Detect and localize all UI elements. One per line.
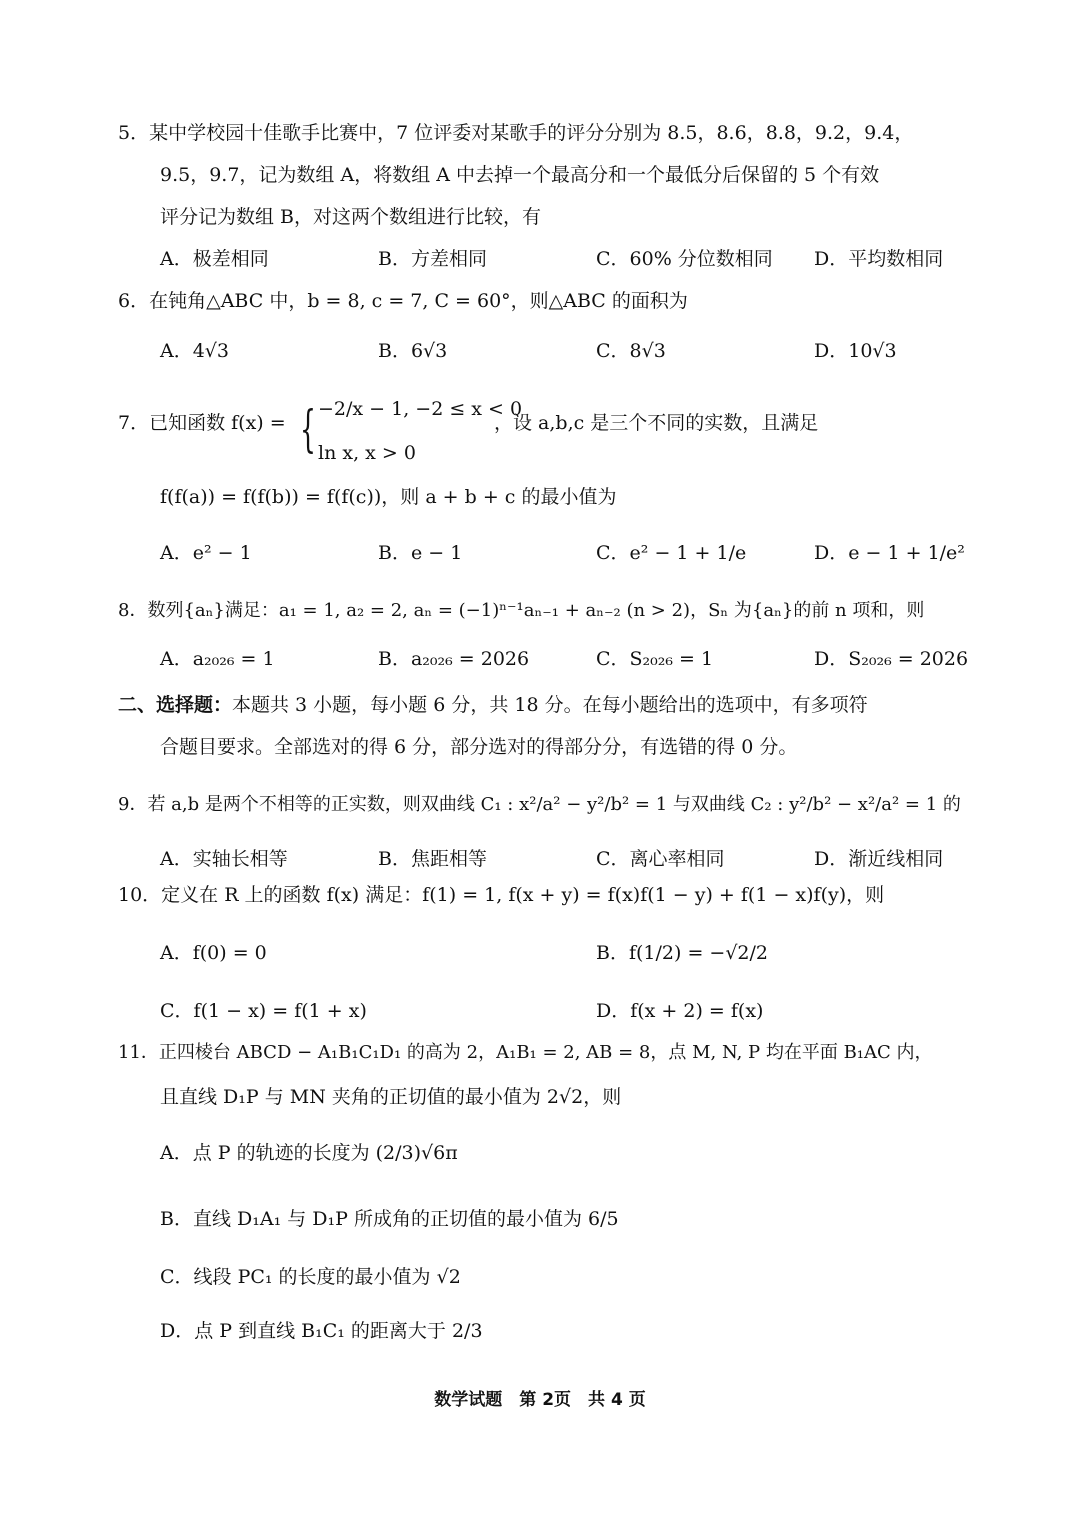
q7-option-c: C．e² − 1 + 1/e: [596, 542, 747, 564]
q9-option-c: C．离心率相同: [596, 848, 725, 870]
q11-line1: 11．正四棱台 ABCD − A₁B₁C₁D₁ 的高为 2，A₁B₁ = 2, AB = 8，点 M, N, P 均在平面 B₁AC 内，: [118, 1042, 933, 1063]
q11-line2: 且直线 D₁P 与 MN 夹角的正切值的最小值为 2√2，则: [160, 1086, 622, 1108]
q8-option-d: D．S₂₀₂₆ = 2026: [814, 648, 969, 670]
q10-option-a: A．f(0) = 0: [160, 942, 267, 964]
q9-option-b: B．焦距相等: [378, 848, 487, 870]
section2-line2: 合题目要求。全部选对的得 6 分，部分选对的得部分分，有选错的得 0 分。: [160, 736, 798, 758]
q8-option-b: B．a₂₀₂₆ = 2026: [378, 648, 530, 670]
q7-line2: f(f(a)) = f(f(b)) = f(f(c))，则 a + b + c 的最小值为: [160, 486, 617, 508]
q5-line1: 5．某中学校园十佳歌手比赛中，7 位评委对某歌手的评分分别为 8.5，8.6，8.8，9.2，9.4，: [118, 122, 914, 144]
q7-option-a: A．e² − 1: [160, 542, 252, 564]
section2-text1: 本题共 3 小题，每小题 6 分，共 18 分。在每小题给出的选项中，有多项符: [232, 694, 868, 716]
q7-stem-pre: 7．已知函数 f(x) =: [118, 412, 286, 434]
q10-stem: 10．定义在 R 上的函数 f(x) 满足：f(1) = 1, f(x + y) = f(x)f(1 − y) + f(1 − x)f(y)，则: [118, 884, 885, 906]
q6-stem: 6．在钝角△ABC 中，b = 8, c = 7, C = 60°，则△ABC 的面积为: [118, 290, 688, 312]
q9-option-a: A．实轴长相等: [160, 848, 288, 870]
q9-option-d: D．渐近线相同: [814, 848, 944, 870]
q5-line3: 评分记为数组 B，对这两个数组进行比较，有: [160, 206, 542, 228]
q7-option-d: D．e − 1 + 1/e²: [814, 542, 965, 564]
q7-case2: ln x, x > 0: [318, 442, 416, 464]
section2-line1: [118, 692, 868, 718]
q7-stem-post: ，设 a,b,c 是三个不同的实数，且满足: [494, 412, 819, 434]
q11-option-d: D．点 P 到直线 B₁C₁ 的距离大于 2/3: [160, 1320, 483, 1342]
section2-title: 二、选择题：: [118, 694, 233, 716]
q6-option-a: A．4√3: [160, 340, 230, 362]
q7-brace: {: [300, 400, 316, 458]
q5-option-b: B．方差相同: [378, 248, 487, 270]
q7-option-b: B．e − 1: [378, 542, 463, 564]
q8-option-c: C．S₂₀₂₆ = 1: [596, 648, 714, 670]
q8-stem: 8．数列{aₙ}满足：a₁ = 1, a₂ = 2, aₙ = (−1)ⁿ⁻¹aₙ₋₁ + aₙ₋₂ (n > 2)，Sₙ 为{aₙ}的前 n 项和，则: [118, 600, 925, 621]
q10-option-b: B．f(1/2) = −√2/2: [596, 942, 769, 964]
q10-option-d: D．f(x + 2) = f(x): [596, 1000, 764, 1022]
q11-option-c: C．线段 PC₁ 的长度的最小值为 √2: [160, 1266, 461, 1288]
q5-option-c: C．60% 分位数相同: [596, 248, 773, 270]
q6-option-b: B．6√3: [378, 340, 448, 362]
page-footer: 数学试题 第 2页 共 4 页: [434, 1390, 646, 1410]
q7-case1: −2/x − 1, −2 ≤ x < 0: [318, 398, 523, 420]
q11-option-b: B．直线 D₁A₁ 与 D₁P 所成角的正切值的最小值为 6/5: [160, 1208, 619, 1230]
q5-option-d: D．平均数相同: [814, 248, 944, 270]
q10-option-c: C．f(1 − x) = f(1 + x): [160, 1000, 367, 1022]
q5-line2: 9.5，9.7，记为数组 A，将数组 A 中去掉一个最高分和一个最低分后保留的 5 个有效: [160, 164, 880, 186]
q8-option-a: A．a₂₀₂₆ = 1: [160, 648, 275, 670]
q11-option-a: A．点 P 的轨迹的长度为 (2/3)√6π: [160, 1142, 458, 1164]
q5-option-a: A．极差相同: [160, 248, 269, 270]
q6-option-d: D．10√3: [814, 340, 897, 362]
q6-option-c: C．8√3: [596, 340, 666, 362]
q9-stem: 9．若 a,b 是两个不相等的正实数，则双曲线 C₁ : x²/a² − y²/b² = 1 与双曲线 C₂ : y²/b² − x²/a² = 1 的: [118, 794, 961, 815]
